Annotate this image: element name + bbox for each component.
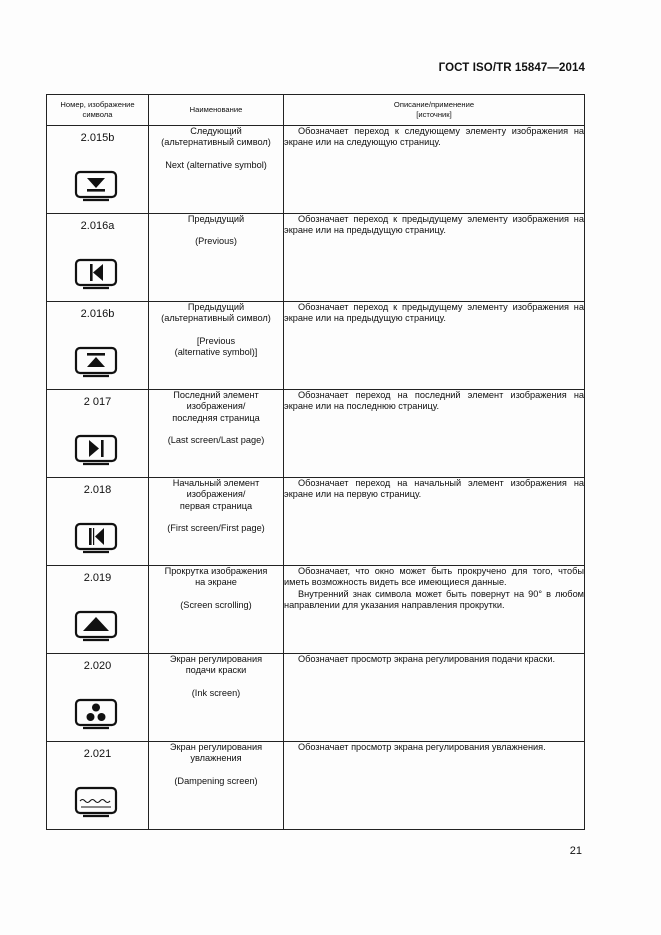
symbol-description-cell <box>284 654 585 742</box>
symbol-description-cell <box>284 214 585 302</box>
symbol-name-cell <box>149 390 284 478</box>
description-paragraph: Обозначает переход на начальный элемент изображения на экране или на первую страницу. <box>284 478 584 500</box>
screen-scrolling-icon <box>74 610 118 642</box>
table-row <box>47 214 585 302</box>
header-name <box>149 95 284 126</box>
symbol-number: 2 017 <box>83 396 112 408</box>
document-standard-header: ГОСТ ISO/TR 15847—2014 <box>438 62 585 74</box>
table-row <box>47 654 585 742</box>
symbol-number-cell <box>47 478 149 566</box>
symbol-number-cell <box>47 742 149 830</box>
symbol-number-cell <box>47 566 149 654</box>
symbol-name-en: (Screen scrolling) <box>180 599 252 610</box>
header-description <box>284 95 585 126</box>
symbol-number-cell <box>47 214 149 302</box>
header-description-label: Описание/применение [источник] <box>393 100 475 119</box>
symbol-name-cell <box>149 566 284 654</box>
previous-icon <box>74 258 118 290</box>
table-row <box>47 302 585 390</box>
table-row <box>47 566 585 654</box>
symbol-number-cell <box>47 654 149 742</box>
symbol-name-ru: Прокрутка изображения на экране <box>164 566 268 588</box>
symbol-number: 2.018 <box>83 484 112 496</box>
header-number-image <box>47 95 149 126</box>
symbol-number: 2.015b <box>80 132 115 144</box>
table-row <box>47 478 585 566</box>
table-row <box>47 126 585 214</box>
last-page-icon <box>74 434 118 466</box>
symbol-name-ru: Предыдущий (альтернативный символ) <box>161 302 271 324</box>
page-number: 21 <box>569 845 582 857</box>
description-paragraph: Обозначает просмотр экрана регулирования подачи краски. <box>298 654 556 664</box>
dampening-screen-icon <box>74 786 118 818</box>
symbol-number-cell <box>47 126 149 214</box>
symbol-number: 2.016a <box>80 220 115 232</box>
symbol-name-en: (Last screen/Last page) <box>167 434 265 445</box>
symbol-name-cell <box>149 654 284 742</box>
symbol-name-en: (Ink screen) <box>191 687 241 698</box>
symbol-name-ru: Следующий (альтернативный символ) <box>161 126 271 148</box>
symbol-name-ru: Экран регулирования увлажнения <box>169 742 263 764</box>
symbol-name-cell <box>149 742 284 830</box>
ink-screen-icon <box>74 698 118 730</box>
description-paragraph: Обозначает переход к предыдущему элементу изображения на экране или на предыдущую страницу. <box>284 302 584 324</box>
previous-alternative-icon <box>74 346 118 378</box>
symbol-description-cell <box>284 478 585 566</box>
symbol-name-ru: Последний элемент изображения/ последняя страница <box>172 390 260 423</box>
symbol-name-en: (First screen/First page) <box>167 522 265 533</box>
symbol-name-cell <box>149 302 284 390</box>
symbol-description-cell <box>284 566 585 654</box>
description-paragraph: Обозначает, что окно может быть прокручено для того, чтобы иметь возможность видеть все имеющиеся данные. <box>284 566 584 588</box>
table-row <box>47 390 585 478</box>
symbol-name-cell <box>149 214 284 302</box>
symbol-number: 2.019 <box>83 572 112 584</box>
symbol-number: 2.021 <box>83 748 112 760</box>
symbol-name-en: (Dampening screen) <box>174 775 258 786</box>
symbol-name-en: Next (alternative symbol) <box>165 159 267 170</box>
symbol-number: 2.016b <box>80 308 115 320</box>
header-number-image-label: Номер, изображение символа <box>60 100 135 119</box>
symbol-name-cell <box>149 126 284 214</box>
symbol-description-cell <box>284 742 585 830</box>
description-paragraph: Обозначает переход на последний элемент изображения на экране или на последнюю страницу. <box>284 390 584 412</box>
header-name-label: Наименование <box>189 105 243 114</box>
symbol-number-cell <box>47 302 149 390</box>
description-paragraph: Обозначает переход к предыдущему элементу изображения на экране или на предыдущую страницу. <box>284 214 584 236</box>
symbol-name-en: [Previous (alternative symbol)] <box>174 335 258 357</box>
symbol-number: 2.020 <box>83 660 112 672</box>
symbol-name-ru: Начальный элемент изображения/ первая страница <box>172 478 260 511</box>
symbols-table <box>46 94 585 830</box>
symbol-number-cell <box>47 390 149 478</box>
table-header-row <box>47 95 585 126</box>
symbol-name-ru: Предыдущий <box>187 214 245 224</box>
table-row <box>47 742 585 830</box>
symbol-name-en: (Previous) <box>195 236 237 247</box>
description-paragraph: Обозначает просмотр экрана регулирования увлажнения. <box>298 742 546 752</box>
next-alternative-icon <box>74 170 118 202</box>
symbol-name-cell <box>149 478 284 566</box>
description-paragraph: Внутренний знак символа может быть повернут на 90° в любом направлении для указания направления прокрутки. <box>284 588 584 610</box>
first-page-icon <box>74 522 118 554</box>
description-paragraph: Обозначает переход к следующему элементу изображения на экране или на следующую страницу. <box>284 126 584 148</box>
symbol-description-cell <box>284 390 585 478</box>
symbol-description-cell <box>284 126 585 214</box>
symbol-name-ru: Экран регулирования подачи краски <box>169 654 263 676</box>
symbol-description-cell <box>284 302 585 390</box>
